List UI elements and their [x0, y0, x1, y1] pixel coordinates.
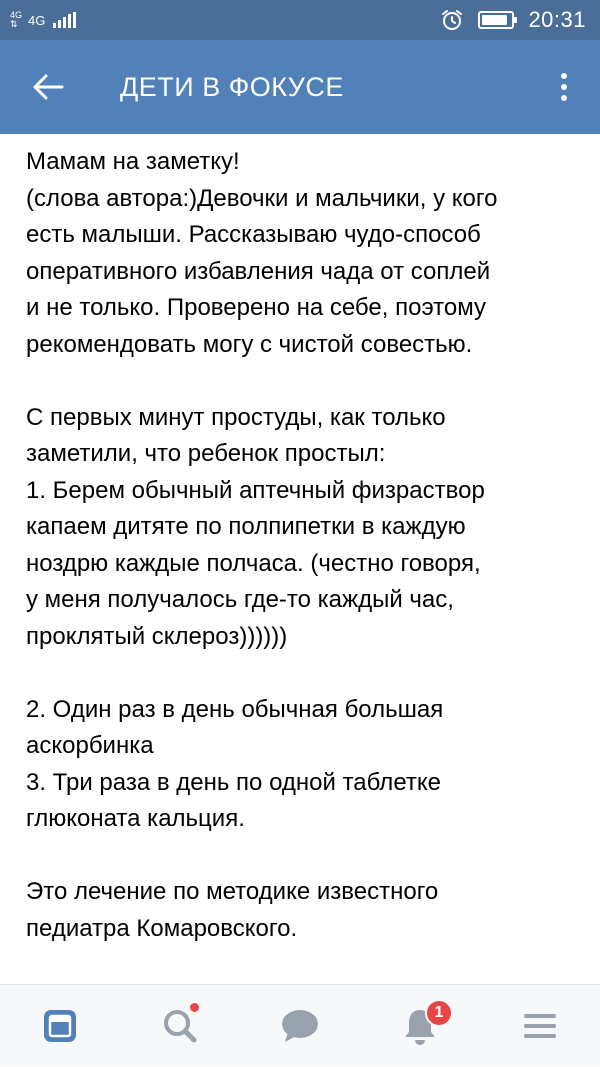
- post-text-line: Мамам на заметку!: [26, 148, 240, 175]
- post-text-line: аскорбинка: [26, 732, 154, 759]
- post-text-line: Это лечение по методике известного: [26, 878, 439, 905]
- nav-menu-button[interactable]: [495, 985, 585, 1067]
- app-bar: [0, 40, 600, 134]
- post-text-line: заметили, что ребенок простыл:: [26, 440, 386, 467]
- search-icon: [161, 1007, 199, 1045]
- post-text-line: [26, 838, 574, 875]
- post-text-line: глюконата кальция.: [26, 805, 245, 832]
- network-type-label: 4G: [28, 12, 46, 28]
- post-text-line: 3. Три раза в день по одной таблетке: [26, 768, 441, 796]
- nav-search-button[interactable]: [135, 985, 225, 1067]
- post-text-line: 1. Берем обычный аптечный физраствор: [26, 476, 485, 504]
- post-text-line: ноздрю каждые полчаса. (честно говоря,: [26, 549, 481, 577]
- post-text-line: 2. Один раз в день обычная большая: [26, 695, 444, 723]
- post-text-line: оперативного избавления чада от соплей: [26, 257, 491, 285]
- post-text-line: С первых минут простуды, как только: [26, 403, 446, 431]
- post-text-line: [26, 655, 574, 692]
- status-time: 20:31: [528, 7, 586, 32]
- post-content: [0, 134, 600, 984]
- post-text: [26, 144, 574, 1020]
- search-notification-dot: [190, 1003, 199, 1012]
- chat-bubble-icon: [280, 1008, 320, 1044]
- more-vertical-icon: [561, 73, 567, 79]
- post-text-line: [26, 363, 574, 400]
- notifications-count-badge: 1: [425, 999, 453, 1027]
- more-options-button[interactable]: [528, 40, 600, 134]
- newsfeed-icon: [42, 1008, 78, 1044]
- post-text-line: есть малыши. Рассказываю чудо-способ: [26, 221, 481, 248]
- status-bar: [0, 0, 600, 40]
- nav-messages-button[interactable]: [255, 985, 345, 1067]
- arrow-left-icon: [32, 73, 64, 101]
- nav-notifications-button[interactable]: [375, 985, 465, 1067]
- page-title: ДЕТИ В ФОКУСЕ: [120, 71, 344, 102]
- bottom-navigation: [0, 984, 600, 1066]
- post-text-line: проклятый склероз)))))): [26, 622, 288, 650]
- network-type-small: 4G ⇅: [10, 10, 23, 29]
- post-text-line: капаем дитяте по полпипетки в каждую: [26, 513, 466, 540]
- signal-strength-icon: [53, 12, 76, 28]
- alarm-clock-icon: [440, 8, 464, 32]
- network-indicators: [10, 11, 76, 29]
- post-text-line: рекомендовать могу с чистой совестью.: [26, 330, 473, 358]
- back-button[interactable]: [0, 40, 96, 134]
- post-text-line: и не только. Проверено на себе, поэтому: [26, 294, 486, 321]
- nav-news-button[interactable]: [15, 985, 105, 1067]
- post-text-line: педиатра Комаровского.: [26, 914, 298, 942]
- post-text-line: [26, 947, 574, 984]
- battery-icon: [478, 11, 514, 29]
- post-text-line: у меня получалось где-то каждый час,: [26, 586, 454, 613]
- hamburger-menu-icon: [522, 1011, 558, 1041]
- post-text-line: (слова автора:)Девочки и мальчики, у кого: [26, 184, 498, 212]
